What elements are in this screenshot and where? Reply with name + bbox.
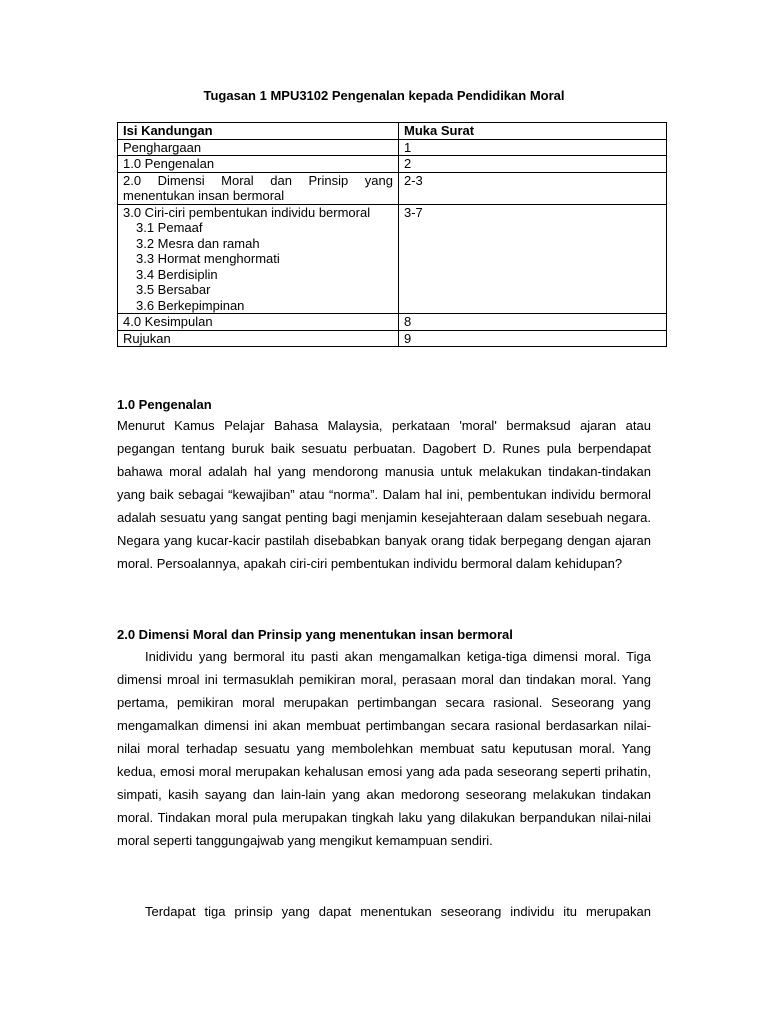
- toc-row-content: Rujukan: [118, 330, 399, 347]
- section-paragraph: Inidividu yang bermoral itu pasti akan mengamalkan ketiga-tiga dimensi moral. Tiga dimensi mroal ini termasuklah pemikiran moral, perasaan moral dan tindakan moral. Yang pertama, pemikiran moral merupakan pertimbangan secara rasional. Seseorang yang mengamalkan dimensi ini akan membuat pertimbangan secara rasional berdasarkan nilai-nilai moral terhadap sesuatu yang membolehkan membuat satu keputusan moral. Yang kedua, emosi moral merupakan kehalusan emosi yang ada pada seseorang seperti prihatin, simpati, kasih sayang dan lain-lain yang akan medorong seseorang melakukan tindakan moral. Tindakan moral pula merupakan tingkah laku yang dilakukan berpandukan nilai-nilai moral seperti tanggungajwab yang mengikut kemampuan sendiri.: [117, 649, 651, 848]
- toc-row: [118, 330, 667, 347]
- toc-row-page: 8: [399, 314, 667, 331]
- section-heading: 1.0 Pengenalan: [117, 397, 212, 412]
- toc-row-content-group: [118, 204, 399, 314]
- toc-subitem: 3.4 Berdisiplin: [136, 266, 218, 282]
- toc-subitem: 3.5 Bersabar: [136, 282, 211, 297]
- section-heading: 2.0 Dimensi Moral dan Prinsip yang menentukan insan bermoral: [117, 627, 513, 642]
- toc-row-page: 3-7: [399, 204, 667, 314]
- toc-row-content: 2.0 Dimensi Moral dan Prinsip yang menentukan insan bermoral: [118, 172, 399, 204]
- toc-header-content: Isi Kandungan: [118, 123, 399, 140]
- toc-header-page: Muka Surat: [399, 123, 667, 140]
- toc-row-page: 1: [399, 139, 667, 156]
- section-paragraph: Terdapat tiga prinsip yang dapat menentukan seseorang individu itu merupakan: [145, 904, 651, 919]
- toc-subitem: 3.1 Pemaaf: [136, 220, 203, 235]
- toc-row-content: 4.0 Kesimpulan: [118, 314, 399, 331]
- toc-row: [118, 314, 667, 331]
- toc-row-content: 1.0 Pengenalan: [118, 156, 399, 173]
- toc-row-content: Penghargaan: [118, 139, 399, 156]
- document-title: Tugasan 1 MPU3102 Pengenalan kepada Pendidikan Moral: [203, 88, 565, 103]
- section-paragraph: Menurut Kamus Pelajar Bahasa Malaysia, perkataan 'moral' bermaksud ajaran atau pegangan tentang buruk baik sesuatu perbuatan. Dagobert D. Runes pula berpendapat bahawa moral adalah hal yang mendorong manusia untuk melakukan tindakan-tindakan yang baik sebagai “kewajiban” atau “norma”. Dalam hal ini, pembentukan individu bermoral adalah sesuatu yang sangat penting bagi menjamin kesejahteraan dalam sesebuah negara. Negara yang kucar-kacir pastilah disebabkan banyak orang tidak berpegang dengan ajaran moral. Persoalannya, apakah ciri-ciri pembentukan individu bermoral dalam kehidupan?: [117, 418, 651, 571]
- toc-row-content: 3.0 Ciri-ciri pembentukan individu bermoral: [123, 204, 371, 220]
- toc-subitem: 3.6 Berkepimpinan: [136, 297, 245, 313]
- toc-row: [118, 139, 667, 156]
- table-of-contents: [117, 122, 667, 347]
- toc-row-page: 2: [399, 156, 667, 173]
- toc-subitem: 3.2 Mesra dan ramah: [136, 235, 260, 251]
- toc-row-page: 9: [399, 330, 667, 347]
- toc-row-page: 2-3: [399, 172, 667, 204]
- toc-subitem: 3.3 Hormat menghormati: [136, 251, 280, 266]
- toc-header-row: [118, 123, 667, 140]
- toc-row: [118, 204, 667, 314]
- toc-row: [118, 172, 667, 204]
- toc-row: [118, 156, 667, 173]
